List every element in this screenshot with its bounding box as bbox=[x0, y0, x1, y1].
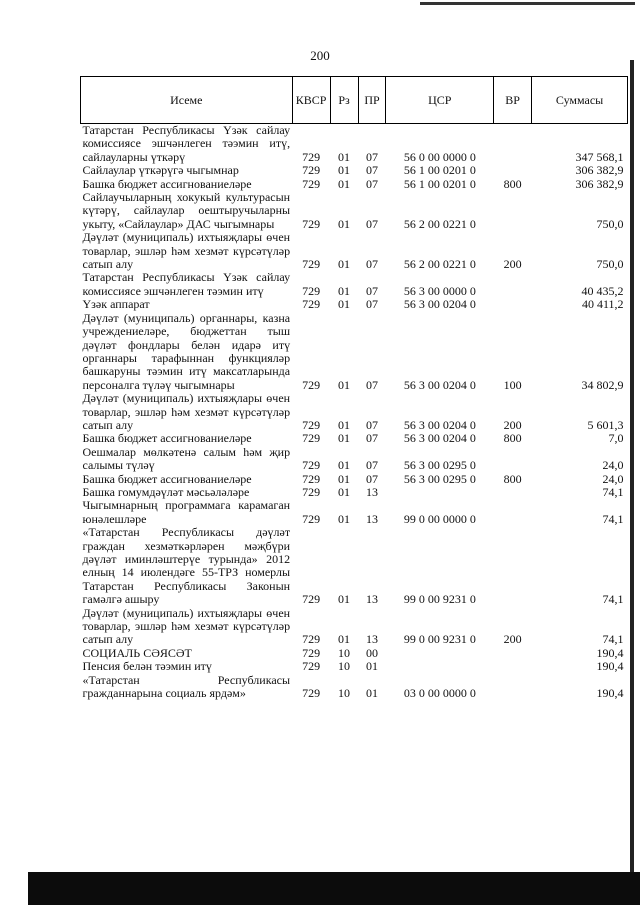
cell-name: Башка гомумдәүләт мәсьәләләре bbox=[82, 484, 250, 499]
cell-sum: 34 802,9 bbox=[581, 377, 624, 392]
cell-csr: 56 3 00 0295 0 bbox=[403, 458, 476, 473]
cell-kvsr: 729 bbox=[302, 458, 321, 473]
table-row bbox=[81, 660, 628, 673]
cell-name: Татарстан Республикасы Үзәк сайлау комиссиясе эшчәнлеген тәэмин итү bbox=[82, 270, 291, 298]
cell-vr: 800 bbox=[503, 471, 522, 486]
cell-rz: 01 bbox=[338, 458, 351, 473]
cell-csr: 99 0 00 0000 0 bbox=[403, 511, 476, 526]
table-row bbox=[81, 191, 628, 231]
cell-name: Пенсия белән тәэмин итү bbox=[82, 659, 212, 674]
table-row bbox=[81, 298, 628, 311]
table-row bbox=[81, 446, 628, 473]
table-row bbox=[81, 647, 628, 660]
cell-rz: 01 bbox=[338, 297, 351, 312]
cell-name: СОЦИАЛЬ СӘЯСӘТ bbox=[82, 645, 192, 660]
cell-pr: 07 bbox=[365, 176, 378, 191]
cell-rz: 01 bbox=[338, 257, 351, 272]
cell-rz: 01 bbox=[338, 417, 351, 432]
cell-rz: 10 bbox=[338, 659, 351, 674]
cell-vr: 200 bbox=[503, 417, 522, 432]
cell-name: Үзәк аппарат bbox=[82, 297, 150, 312]
cell-vr bbox=[494, 446, 532, 473]
cell-pr: 07 bbox=[365, 163, 378, 178]
table-row bbox=[81, 271, 628, 298]
cell-vr: 200 bbox=[503, 257, 522, 272]
cell-csr bbox=[386, 647, 494, 660]
cell-rz: 01 bbox=[338, 283, 351, 298]
cell-sum: 190,4 bbox=[596, 645, 624, 660]
cell-name: Башка бюджет ассигнованиеләре bbox=[82, 471, 252, 486]
cell-pr: 01 bbox=[365, 659, 378, 674]
cell-name: Сайлаучыларның хокукый культурасын күтәрү, сайлаулар оештыручыларны укыту, «Сайлаулар» ДАС чыгымнары bbox=[82, 190, 291, 231]
header-kvsr: КВСР bbox=[292, 77, 330, 124]
cell-name: «Татарстан Республикасы гражданнарына социаль ярдәм» bbox=[82, 672, 291, 701]
table-row bbox=[81, 312, 628, 392]
table-row bbox=[81, 124, 628, 165]
cell-pr: 07 bbox=[365, 431, 378, 446]
header-csr: ЦСР bbox=[386, 77, 494, 124]
cell-pr: 07 bbox=[365, 458, 378, 473]
cell-pr: 07 bbox=[365, 297, 378, 312]
cell-sum: 7,0 bbox=[608, 431, 624, 446]
cell-vr bbox=[494, 164, 532, 177]
cell-pr: 07 bbox=[365, 417, 378, 432]
cell-kvsr: 729 bbox=[302, 149, 321, 164]
cell-vr: 800 bbox=[503, 431, 522, 446]
cell-csr: 99 0 00 9231 0 bbox=[403, 592, 476, 607]
cell-pr: 07 bbox=[365, 149, 378, 164]
cell-vr: 200 bbox=[503, 632, 522, 647]
cell-rz: 01 bbox=[338, 431, 351, 446]
cell-pr: 13 bbox=[365, 592, 378, 607]
cell-pr: 07 bbox=[365, 377, 378, 392]
table-row bbox=[81, 231, 628, 271]
scan-bottom-edge bbox=[28, 872, 640, 905]
cell-sum: 306 382,9 bbox=[575, 176, 624, 191]
cell-rz: 01 bbox=[338, 632, 351, 647]
cell-csr: 56 3 00 0204 0 bbox=[403, 417, 476, 432]
cell-csr: 99 0 00 9231 0 bbox=[403, 632, 476, 647]
cell-kvsr: 729 bbox=[302, 484, 321, 499]
cell-csr: 03 0 00 0000 0 bbox=[403, 686, 476, 701]
header-pr: ПР bbox=[358, 77, 386, 124]
cell-kvsr: 729 bbox=[302, 176, 321, 191]
table-header-row bbox=[81, 77, 628, 124]
cell-rz: 01 bbox=[338, 377, 351, 392]
table-row bbox=[81, 164, 628, 177]
cell-rz: 01 bbox=[338, 176, 351, 191]
page-number: 200 bbox=[310, 48, 330, 63]
cell-rz: 01 bbox=[338, 471, 351, 486]
cell-kvsr: 729 bbox=[302, 686, 321, 701]
cell-pr: 07 bbox=[365, 283, 378, 298]
cell-sum: 190,4 bbox=[596, 659, 624, 674]
cell-name: Башка бюджет ассигнованиеләре bbox=[82, 176, 252, 191]
cell-csr: 56 1 00 0201 0 bbox=[403, 163, 476, 178]
cell-csr: 56 2 00 0221 0 bbox=[403, 216, 476, 231]
cell-kvsr: 729 bbox=[302, 297, 321, 312]
cell-pr: 07 bbox=[365, 257, 378, 272]
cell-name: «Татарстан Республикасы дәүләт граждан хезмәткәрләрен мәҗбүри дәүләт иминләштерүе турында» 2012 елның 14 июлендәге 55-ТРЗ номерлы Татарстан Республикасы Законын гамәлгә ашыру bbox=[82, 525, 291, 607]
cell-pr: 13 bbox=[365, 511, 378, 526]
cell-pr: 01 bbox=[365, 686, 378, 701]
cell-kvsr: 729 bbox=[302, 645, 321, 660]
cell-vr bbox=[494, 486, 532, 499]
table-row bbox=[81, 473, 628, 486]
cell-vr bbox=[494, 647, 532, 660]
cell-csr bbox=[386, 486, 494, 499]
cell-vr: 100 bbox=[503, 377, 522, 392]
cell-name: Башка бюджет ассигнованиеләре bbox=[82, 431, 252, 446]
table-row bbox=[81, 432, 628, 445]
budget-table bbox=[80, 76, 628, 700]
cell-pr: 00 bbox=[365, 645, 378, 660]
scan-right-edge bbox=[630, 60, 634, 872]
cell-kvsr: 729 bbox=[302, 592, 321, 607]
cell-csr: 56 3 00 0000 0 bbox=[403, 283, 476, 298]
table-row bbox=[81, 499, 628, 526]
cell-name: Сайлаулар үткәрүгә чыгымнар bbox=[82, 163, 239, 178]
cell-sum: 347 568,1 bbox=[575, 149, 624, 164]
cell-name: Дәүләт (муниципаль) ихтыяҗлары өчен товарлар, эшләр һәм хезмәт күрсәтүләр сатып алу bbox=[82, 391, 291, 432]
table-row bbox=[81, 178, 628, 191]
cell-kvsr: 729 bbox=[302, 471, 321, 486]
cell-pr: 07 bbox=[365, 216, 378, 231]
table-row bbox=[81, 392, 628, 432]
cell-kvsr: 729 bbox=[302, 377, 321, 392]
header-name: Исеме bbox=[81, 77, 293, 124]
cell-sum: 74,1 bbox=[602, 592, 624, 607]
cell-kvsr: 729 bbox=[302, 216, 321, 231]
cell-sum: 74,1 bbox=[602, 484, 624, 499]
cell-kvsr: 729 bbox=[302, 431, 321, 446]
cell-csr: 56 2 00 0221 0 bbox=[403, 257, 476, 272]
cell-kvsr: 729 bbox=[302, 257, 321, 272]
cell-kvsr: 729 bbox=[302, 417, 321, 432]
scan-top-edge bbox=[420, 2, 635, 5]
cell-pr: 13 bbox=[365, 632, 378, 647]
header-rz: Рз bbox=[330, 77, 358, 124]
cell-pr: 07 bbox=[365, 471, 378, 486]
cell-sum: 74,1 bbox=[602, 511, 624, 526]
cell-vr bbox=[494, 298, 532, 311]
cell-kvsr: 729 bbox=[302, 632, 321, 647]
cell-vr: 800 bbox=[503, 176, 522, 191]
cell-name: Дәүләт (муниципаль) органнары, казна учреждениеләре, бюджеттан тыш дәүләт фондлары белән идарә итү органнары тарафыннан функцияләр башкаруны тәэмин итү максатларында персоналга түләү чыгымнары bbox=[82, 310, 291, 392]
cell-kvsr: 729 bbox=[302, 283, 321, 298]
cell-sum: 24,0 bbox=[602, 471, 624, 486]
cell-csr: 56 3 00 0204 0 bbox=[403, 377, 476, 392]
header-vr: ВР bbox=[494, 77, 532, 124]
cell-name: Дәүләт (муниципаль) ихтыяҗлары өчен товарлар, эшләр һәм хезмәт күрсәтүләр сатып алу bbox=[82, 230, 291, 272]
cell-rz: 01 bbox=[338, 149, 351, 164]
cell-name: Оешмалар мөлкәтенә салым һәм җир салымы түләү bbox=[82, 444, 291, 473]
cell-sum: 24,0 bbox=[602, 458, 624, 473]
cell-csr: 56 3 00 0295 0 bbox=[403, 471, 476, 486]
cell-vr bbox=[494, 499, 532, 526]
cell-csr: 56 0 00 0000 0 bbox=[403, 149, 476, 164]
cell-rz: 01 bbox=[338, 484, 351, 499]
cell-rz: 10 bbox=[338, 645, 351, 660]
cell-csr: 56 3 00 0204 0 bbox=[403, 297, 476, 312]
table-row bbox=[81, 674, 628, 701]
cell-sum: 74,1 bbox=[602, 632, 624, 647]
cell-kvsr: 729 bbox=[302, 511, 321, 526]
cell-vr bbox=[494, 674, 532, 701]
cell-sum: 750,0 bbox=[596, 257, 624, 272]
cell-kvsr: 729 bbox=[302, 659, 321, 674]
cell-rz: 01 bbox=[338, 511, 351, 526]
cell-sum: 190,4 bbox=[596, 686, 624, 701]
cell-vr bbox=[494, 191, 532, 231]
cell-rz: 10 bbox=[338, 686, 351, 701]
cell-csr bbox=[386, 660, 494, 673]
cell-kvsr: 729 bbox=[302, 163, 321, 178]
cell-sum: 306 382,9 bbox=[575, 163, 624, 178]
cell-pr: 13 bbox=[365, 484, 378, 499]
cell-vr bbox=[494, 124, 532, 165]
cell-vr bbox=[494, 271, 532, 298]
table-row bbox=[81, 486, 628, 499]
cell-csr: 56 3 00 0204 0 bbox=[403, 431, 476, 446]
cell-name: Чыгымнарның программага карамаган юнәлешләре bbox=[82, 498, 291, 526]
cell-csr: 56 1 00 0201 0 bbox=[403, 176, 476, 191]
cell-rz: 01 bbox=[338, 163, 351, 178]
table-row bbox=[81, 607, 628, 647]
header-sum: Суммасы bbox=[532, 77, 628, 124]
cell-rz: 01 bbox=[338, 592, 351, 607]
cell-sum: 5 601,3 bbox=[587, 417, 624, 432]
cell-rz: 01 bbox=[338, 216, 351, 231]
table-row bbox=[81, 526, 628, 606]
cell-vr bbox=[494, 660, 532, 673]
cell-name: Дәүләт (муниципаль) ихтыяҗлары өчен товарлар, эшләр һәм хезмәт күрсәтүләр сатып алу bbox=[82, 605, 291, 647]
cell-sum: 750,0 bbox=[596, 216, 624, 231]
cell-sum: 40 435,2 bbox=[581, 283, 624, 298]
cell-sum: 40 411,2 bbox=[581, 297, 624, 312]
cell-name: Татарстан Республикасы Үзәк сайлау комиссиясе эшчәнлеген тәэмин итү, сайлауларны үткәрү bbox=[82, 123, 291, 164]
cell-vr bbox=[494, 526, 532, 606]
